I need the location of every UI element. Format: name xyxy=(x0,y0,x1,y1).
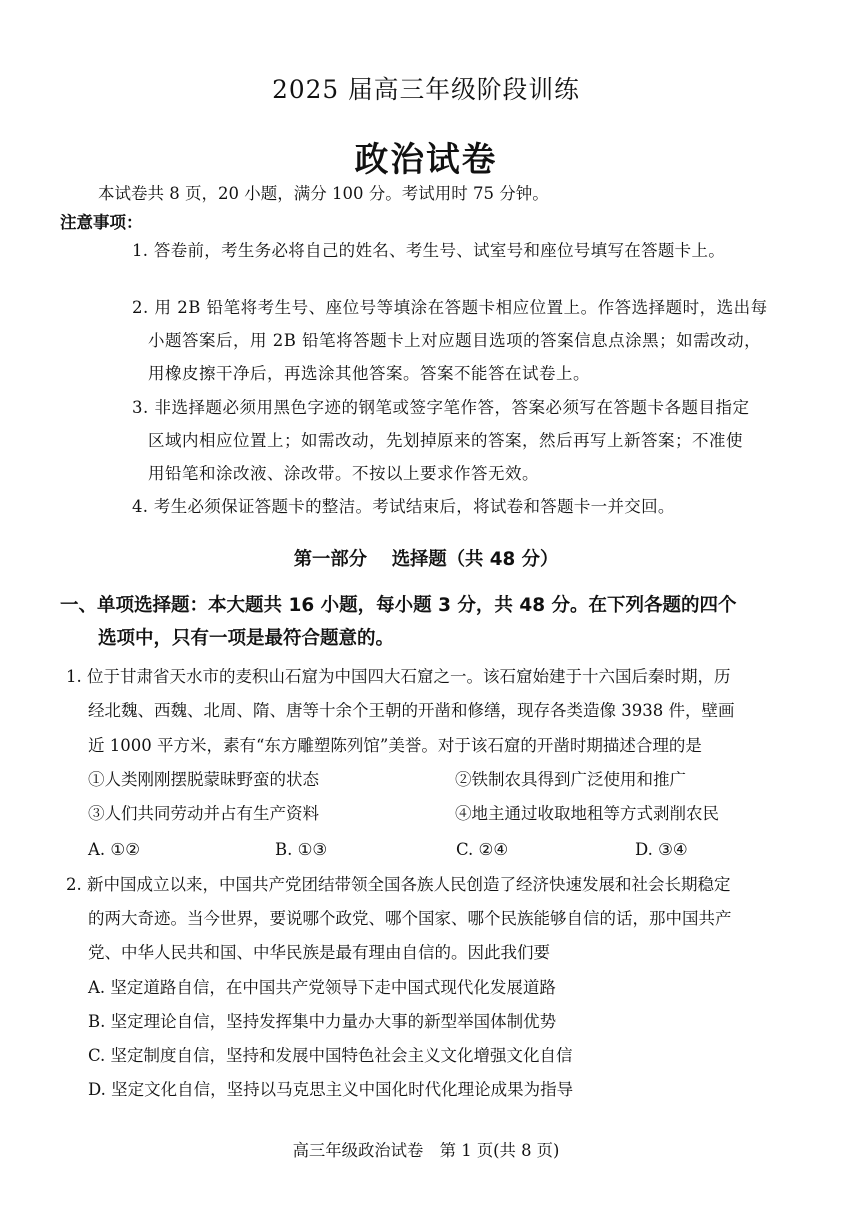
question-1-statement: ③人们共同劳动并占有生产资料 xyxy=(88,804,319,823)
note-line: 2. 用 2B 铅笔将考生号、座位号等填涂在答题卡相应位置上。作答选择题时，选出每 xyxy=(132,298,768,317)
question-2-stem: 的两大奇迹。当今世界，要说哪个政党、哪个国家、哪个民族能够自信的话，那中国共产 xyxy=(88,909,732,928)
question-1-option-b: B. ①③ xyxy=(275,840,328,859)
notes-heading: 注意事项： xyxy=(60,213,143,232)
note-line: 小题答案后，用 2B 铅笔将答题卡上对应题目选项的答案信息点涂黑；如需改动， xyxy=(148,331,762,350)
note-line: 3. 非选择题必须用黑色字迹的钢笔或签字笔作答，答案必须写在答题卡各题目指定 xyxy=(132,398,750,417)
exam-title-subject: 政治试卷 xyxy=(354,140,498,180)
question-2-option-b: B. 坚定理论自信，坚持发挥集中力量办大事的新型举国体制优势 xyxy=(88,1012,557,1031)
note-line: 用铅笔和涂改液、涂改带。不按以上要求作答无效。 xyxy=(148,464,539,483)
question-2-stem: 党、中华人民共和国、中华民族是最有理由自信的。因此我们要 xyxy=(88,943,550,962)
question-2-stem: 2. 新中国成立以来，中国共产党团结带领全国各族人民创造了经济快速发展和社会长期稳定 xyxy=(66,875,731,894)
question-2-option-d: D. 坚定文化自信，坚持以马克思主义中国化时代化理论成果为指导 xyxy=(88,1080,574,1099)
question-1-statement: ②铁制农具得到广泛使用和推广 xyxy=(455,770,686,789)
part-one-title: 第一部分 选择题（共 48 分） xyxy=(293,549,559,570)
note-line: 区域内相应位置上；如需改动，先划掉原来的答案，然后再写上新答案；不准使 xyxy=(148,431,743,450)
question-1-stem: 1. 位于甘肃省天水市的麦积山石窟为中国四大石窟之一。该石窟始建于十六国后秦时期，历 xyxy=(66,667,731,686)
question-1-option-c: C. ②④ xyxy=(456,840,509,859)
question-1-stem: 经北魏、西魏、北周、隋、唐等十余个王朝的开凿和修缮，现存各类造像 3938 件，壁画 xyxy=(88,701,735,720)
question-2-option-c: C. 坚定制度自信，坚持和发展中国特色社会主义文化增强文化自信 xyxy=(88,1046,573,1065)
section-instruction-line2: 选项中，只有一项是最符合题意的。 xyxy=(98,628,395,649)
exam-title-line1: 2025 届高三年级阶段训练 xyxy=(272,75,580,104)
note-line: 4. 考生必须保证答题卡的整洁。考试结束后，将试卷和答题卡一并交回。 xyxy=(132,497,675,516)
question-2-option-a: A. 坚定道路自信，在中国共产党领导下走中国式现代化发展道路 xyxy=(88,978,556,997)
intro-text: 本试卷共 8 页，20 小题，满分 100 分。考试用时 75 分钟。 xyxy=(98,184,549,203)
question-1-statement: ④地主通过收取地租等方式剥削农民 xyxy=(455,804,719,823)
note-line: 用橡皮擦干净后，再选涂其他答案。答案不能答在试卷上。 xyxy=(148,364,590,383)
section-instruction-line1: 一、单项选择题：本大题共 16 小题，每小题 3 分，共 48 分。在下列各题的四个 xyxy=(60,595,737,616)
page-footer: 高三年级政治试卷 第 1 页(共 8 页) xyxy=(292,1141,560,1160)
question-1-stem: 近 1000 平方米，素有“东方雕塑陈列馆”美誉。对于该石窟的开凿时期描述合理的是 xyxy=(88,736,702,755)
question-1-statement: ①人类刚刚摆脱蒙昧野蛮的状态 xyxy=(88,770,319,789)
note-line: 1. 答卷前，考生务必将自己的姓名、考生号、试室号和座位号填写在答题卡上。 xyxy=(132,241,726,260)
question-1-option-a: A. ①② xyxy=(88,840,140,859)
question-1-option-d: D. ③④ xyxy=(635,840,688,859)
